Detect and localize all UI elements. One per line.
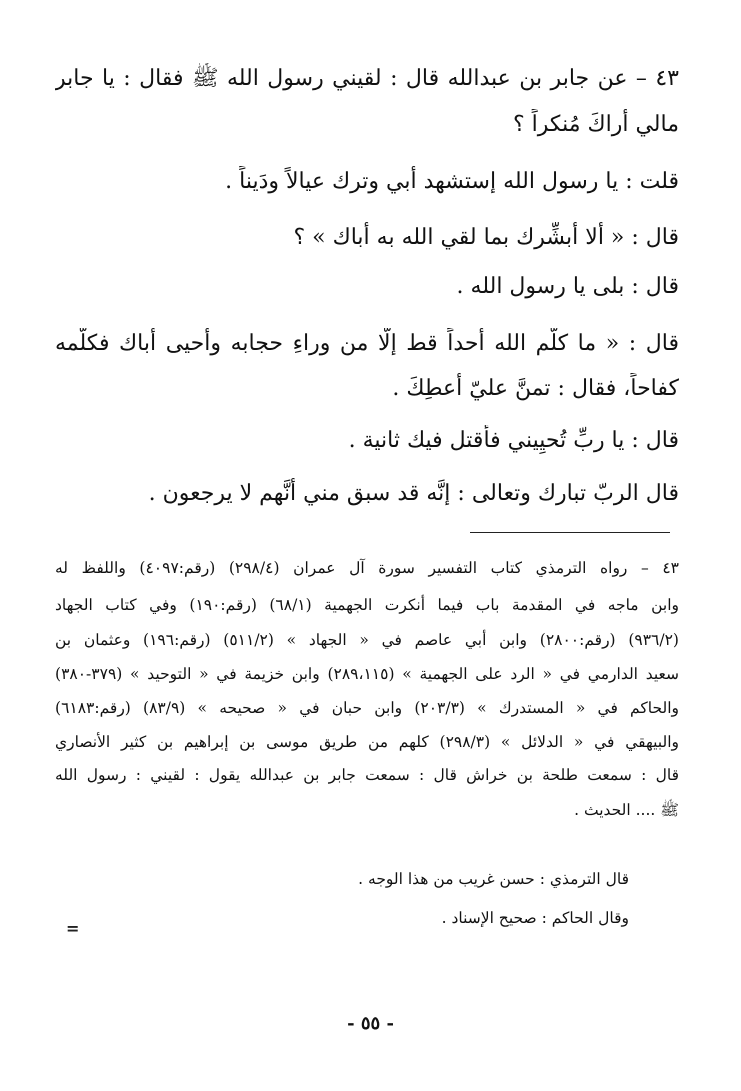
- footnote-line-4: سعيد الدارمي في « الرد على الجهمية » (٢٨٩،١١٥) وابن خزيمة في « التوحيد » (٣٧٩-٣٨٠): [55, 665, 679, 683]
- hadith-line-1: ٤٣ – عن جابر بن عبدالله قال : لقيني رسول الله ﷺ فقال : يا جابر: [55, 66, 679, 91]
- footnote-line-1: ٤٣ – رواه الترمذي كتاب التفسير سورة آل عمران (٢٩٨/٤) (رقم:٤٠٩٧) واللفظ له: [55, 559, 679, 577]
- footnote-line-7: قال : سمعت طلحة بن خراش قال : سمعت جابر بن عبدالله يقول : لقيني : رسول الله: [55, 766, 679, 784]
- section-marker: =: [66, 919, 80, 938]
- grading-tirmidhi: قال الترمذي : حسن غريب من هذا الوجه .: [358, 870, 629, 888]
- hadith-line-6: قال : « ما كلَّم الله أحداً قط إلّا من وراءِ حجابه وأحيى أباك فكلّمه: [55, 331, 679, 356]
- hadith-line-9: قال الربّ تبارك وتعالى : إنَّه قد سبق مني أنَّهم لا يرجعون .: [148, 481, 679, 506]
- hadith-line-4: قال : « ألا أُبشِّرك بما لقي الله به أباك » ؟: [293, 225, 679, 250]
- footnote-divider: [470, 532, 670, 533]
- hadith-line-8: قال : يا ربِّ تُحيِيني فأُقتل فيك ثانية .: [348, 428, 679, 453]
- hadith-line-2: مالي أراكَ مُنكراً ؟: [513, 112, 679, 137]
- page-number: - ٥٥ -: [347, 1013, 394, 1034]
- grading-hakim: وقال الحاكم : صحيح الإسناد .: [441, 909, 629, 927]
- footnote-line-2: وابن ماجه في المقدمة باب فيما أنكرت الجهمية (٦٨/١) (رقم:١٩٠) وفي كتاب الجهاد: [55, 596, 679, 614]
- hadith-line-3: قلت : يا رسول الله إستشهد أبي وترك عيالاً ودَيناً .: [225, 169, 679, 194]
- footnote-line-5: والحاكم في « المستدرك » (٢٠٣/٣) وابن حبان في « صحيحه » (٨٣/٩) (رقم:٦١٨٣): [55, 699, 679, 717]
- hadith-line-5: قال : بلى يا رسول الله .: [456, 274, 679, 299]
- hadith-line-7: كفاحاً، فقال : تمنَّ عليّ أُعطِكَ .: [392, 376, 679, 401]
- footnote-line-3: (٩٣٦/٢) (رقم:٢٨٠٠) وابن أبي عاصم في « الجهاد » (٥١١/٢) (رقم:١٩٦) وعثمان بن: [55, 631, 679, 649]
- footnote-line-6: والبيهقي في « الدلائل » (٢٩٨/٣) كلهم من طريق موسى بن إبراهيم بن كثير الأنصاري: [55, 733, 679, 751]
- footnote-line-8: ﷺ .... الحديث .: [574, 801, 679, 819]
